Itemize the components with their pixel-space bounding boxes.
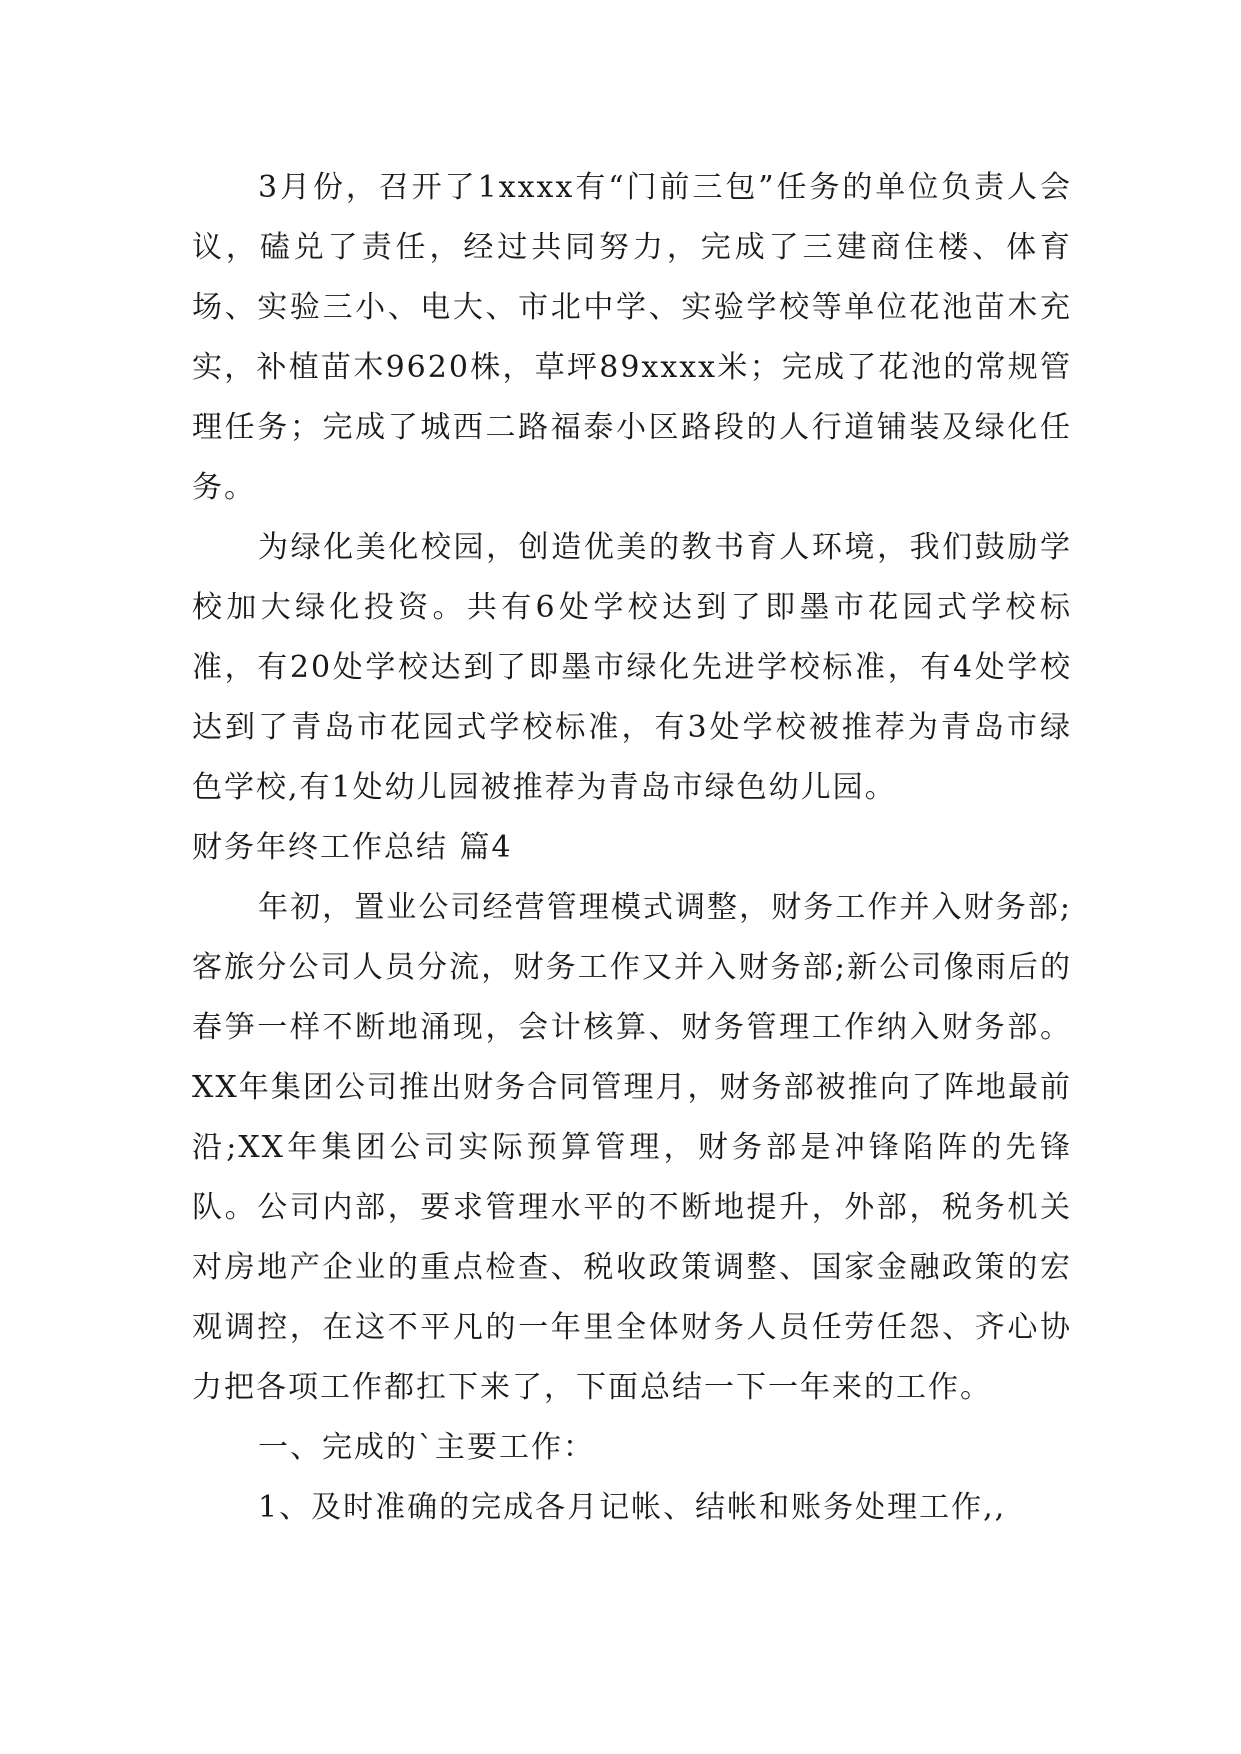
paragraph-finance-intro: 年初，置业公司经营管理模式调整，财务工作并入财务部;客旅分公司人员分流，财务工作又并入财务部;新公司像雨后的春笋一样不断地涌现，会计核算、财务管理工作纳入财务部。XX年集团公司推出财务合同管理月，财务部被推向了阵地最前沿;XX年集团公司实际预算管理，财务部是冲锋陷阵的先锋队。公司内部，要求管理水平的不断地提升，外部，税务机关对房地产企业的重点检查、税收政策调整、国家金融政策的宏观调控，在这不平凡的一年里全体财务人员任劳任怨、齐心协力把各项工作都扛下来了，下面总结一下一年来的工作。: [192, 890, 1072, 1405]
paragraph-main-work-heading: 一、完成的`主要工作：: [258, 1430, 595, 1465]
paragraph-work-item-1: 1、及时准确的完成各月记帐、结帐和账务处理工作,,: [258, 1490, 1007, 1525]
document-body: [192, 158, 1072, 1538]
section-heading: 财务年终工作总结 篇4: [192, 830, 513, 865]
paragraph-greening-tasks: 3月份，召开了1xxxx有“门前三包”任务的单位负责人会议，磕兑了责任，经过共同努力，完成了三建商住楼、体育场、实验三小、电大、市北中学、实验学校等单位花池苗木充实，补植苗木9620株，草坪89xxxx米；完成了花池的常规管理任务；完成了城西二路福泰小区路段的人行道铺装及绿化任务。: [192, 170, 1072, 505]
paragraph-school-greening: 为绿化美化校园，创造优美的教书育人环境，我们鼓励学校加大绿化投资。共有6处学校达到了即墨市花园式学校标准，有20处学校达到了即墨市绿化先进学校标准，有4处学校达到了青岛市花园式学校标准，有3处学校被推荐为青岛市绿色学校,有1处幼儿园被推荐为青岛市绿色幼儿园。: [192, 530, 1072, 805]
